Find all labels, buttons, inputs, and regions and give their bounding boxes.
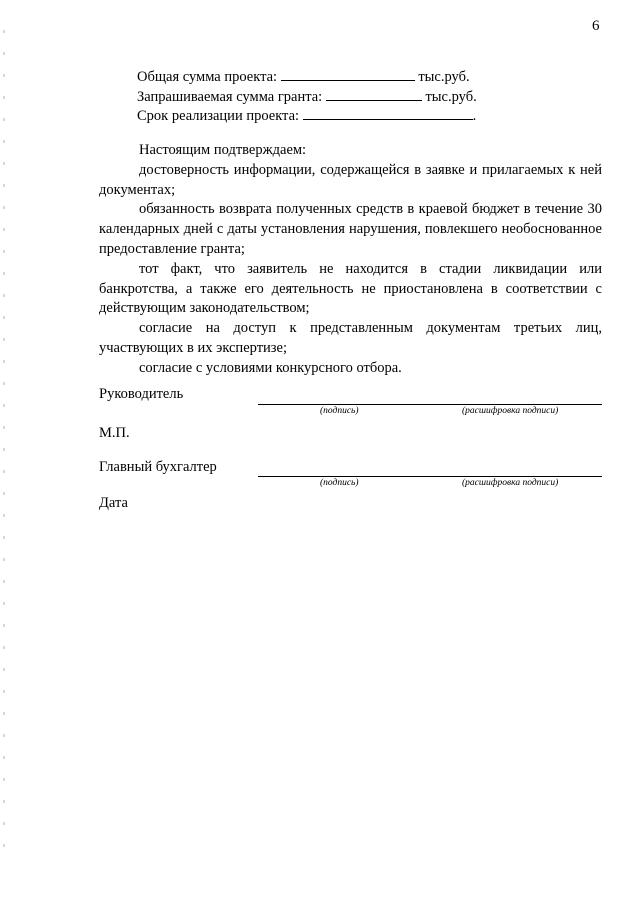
confirmation-block [99,141,602,379]
grant-sum-blank [326,86,422,101]
accountant-label: Главный бухгалтер [99,459,217,475]
term-end: . [472,108,477,124]
grant-sum-row [137,86,477,107]
head-signature-line [258,404,602,405]
total-sum-row [137,66,470,87]
confirmation-item: тот факт, что заявитель не находится в стадии ликвидации или банкротства, а также его деятельность не приостановлена в соответствии с действующим законодательством; [99,260,602,317]
term-blank [303,105,473,120]
total-sum-unit: тыс.руб. [418,69,470,85]
term-label: Срок реализации проекта: [137,108,300,124]
confirmation-item: обязанность возврата полученных средств в краевой бюджет в течение 30 календарных дней с даты установления нарушения, повлекшего необоснованное предоставление гранта; [99,201,602,257]
grant-sum-unit: тыс.руб. [425,89,477,105]
head-label: Руководитель [99,386,184,402]
accountant-decoding-caption: (расшифровка подписи) [462,478,559,488]
stamp-label: М.П. [99,425,130,441]
confirmation-item: достоверность информации, содержащейся в заявке и прилагаемых к ней документах; [99,161,602,198]
accountant-signature-caption: (подпись) [320,478,359,488]
accountant-signature-line [258,476,602,477]
head-signature-caption: (подпись) [320,406,359,416]
grant-sum-label: Запрашиваемая сумма гранта: [137,89,323,105]
confirmation-item: согласие с условиями конкурсного отбора. [139,359,402,376]
page-number: 6 [592,18,600,34]
head-decoding-caption: (расшифровка подписи) [462,406,559,416]
total-sum-blank [281,66,415,81]
term-row [137,105,476,126]
total-sum-label: Общая сумма проекта: [137,69,278,85]
date-label: Дата [99,495,128,511]
confirmation-intro: Настоящим подтверждаем: [139,142,307,158]
scan-margin-marks [3,30,5,850]
confirmation-item: согласие на доступ к представленным документам третьих лиц, участвующих в их экспертизе; [99,320,602,356]
